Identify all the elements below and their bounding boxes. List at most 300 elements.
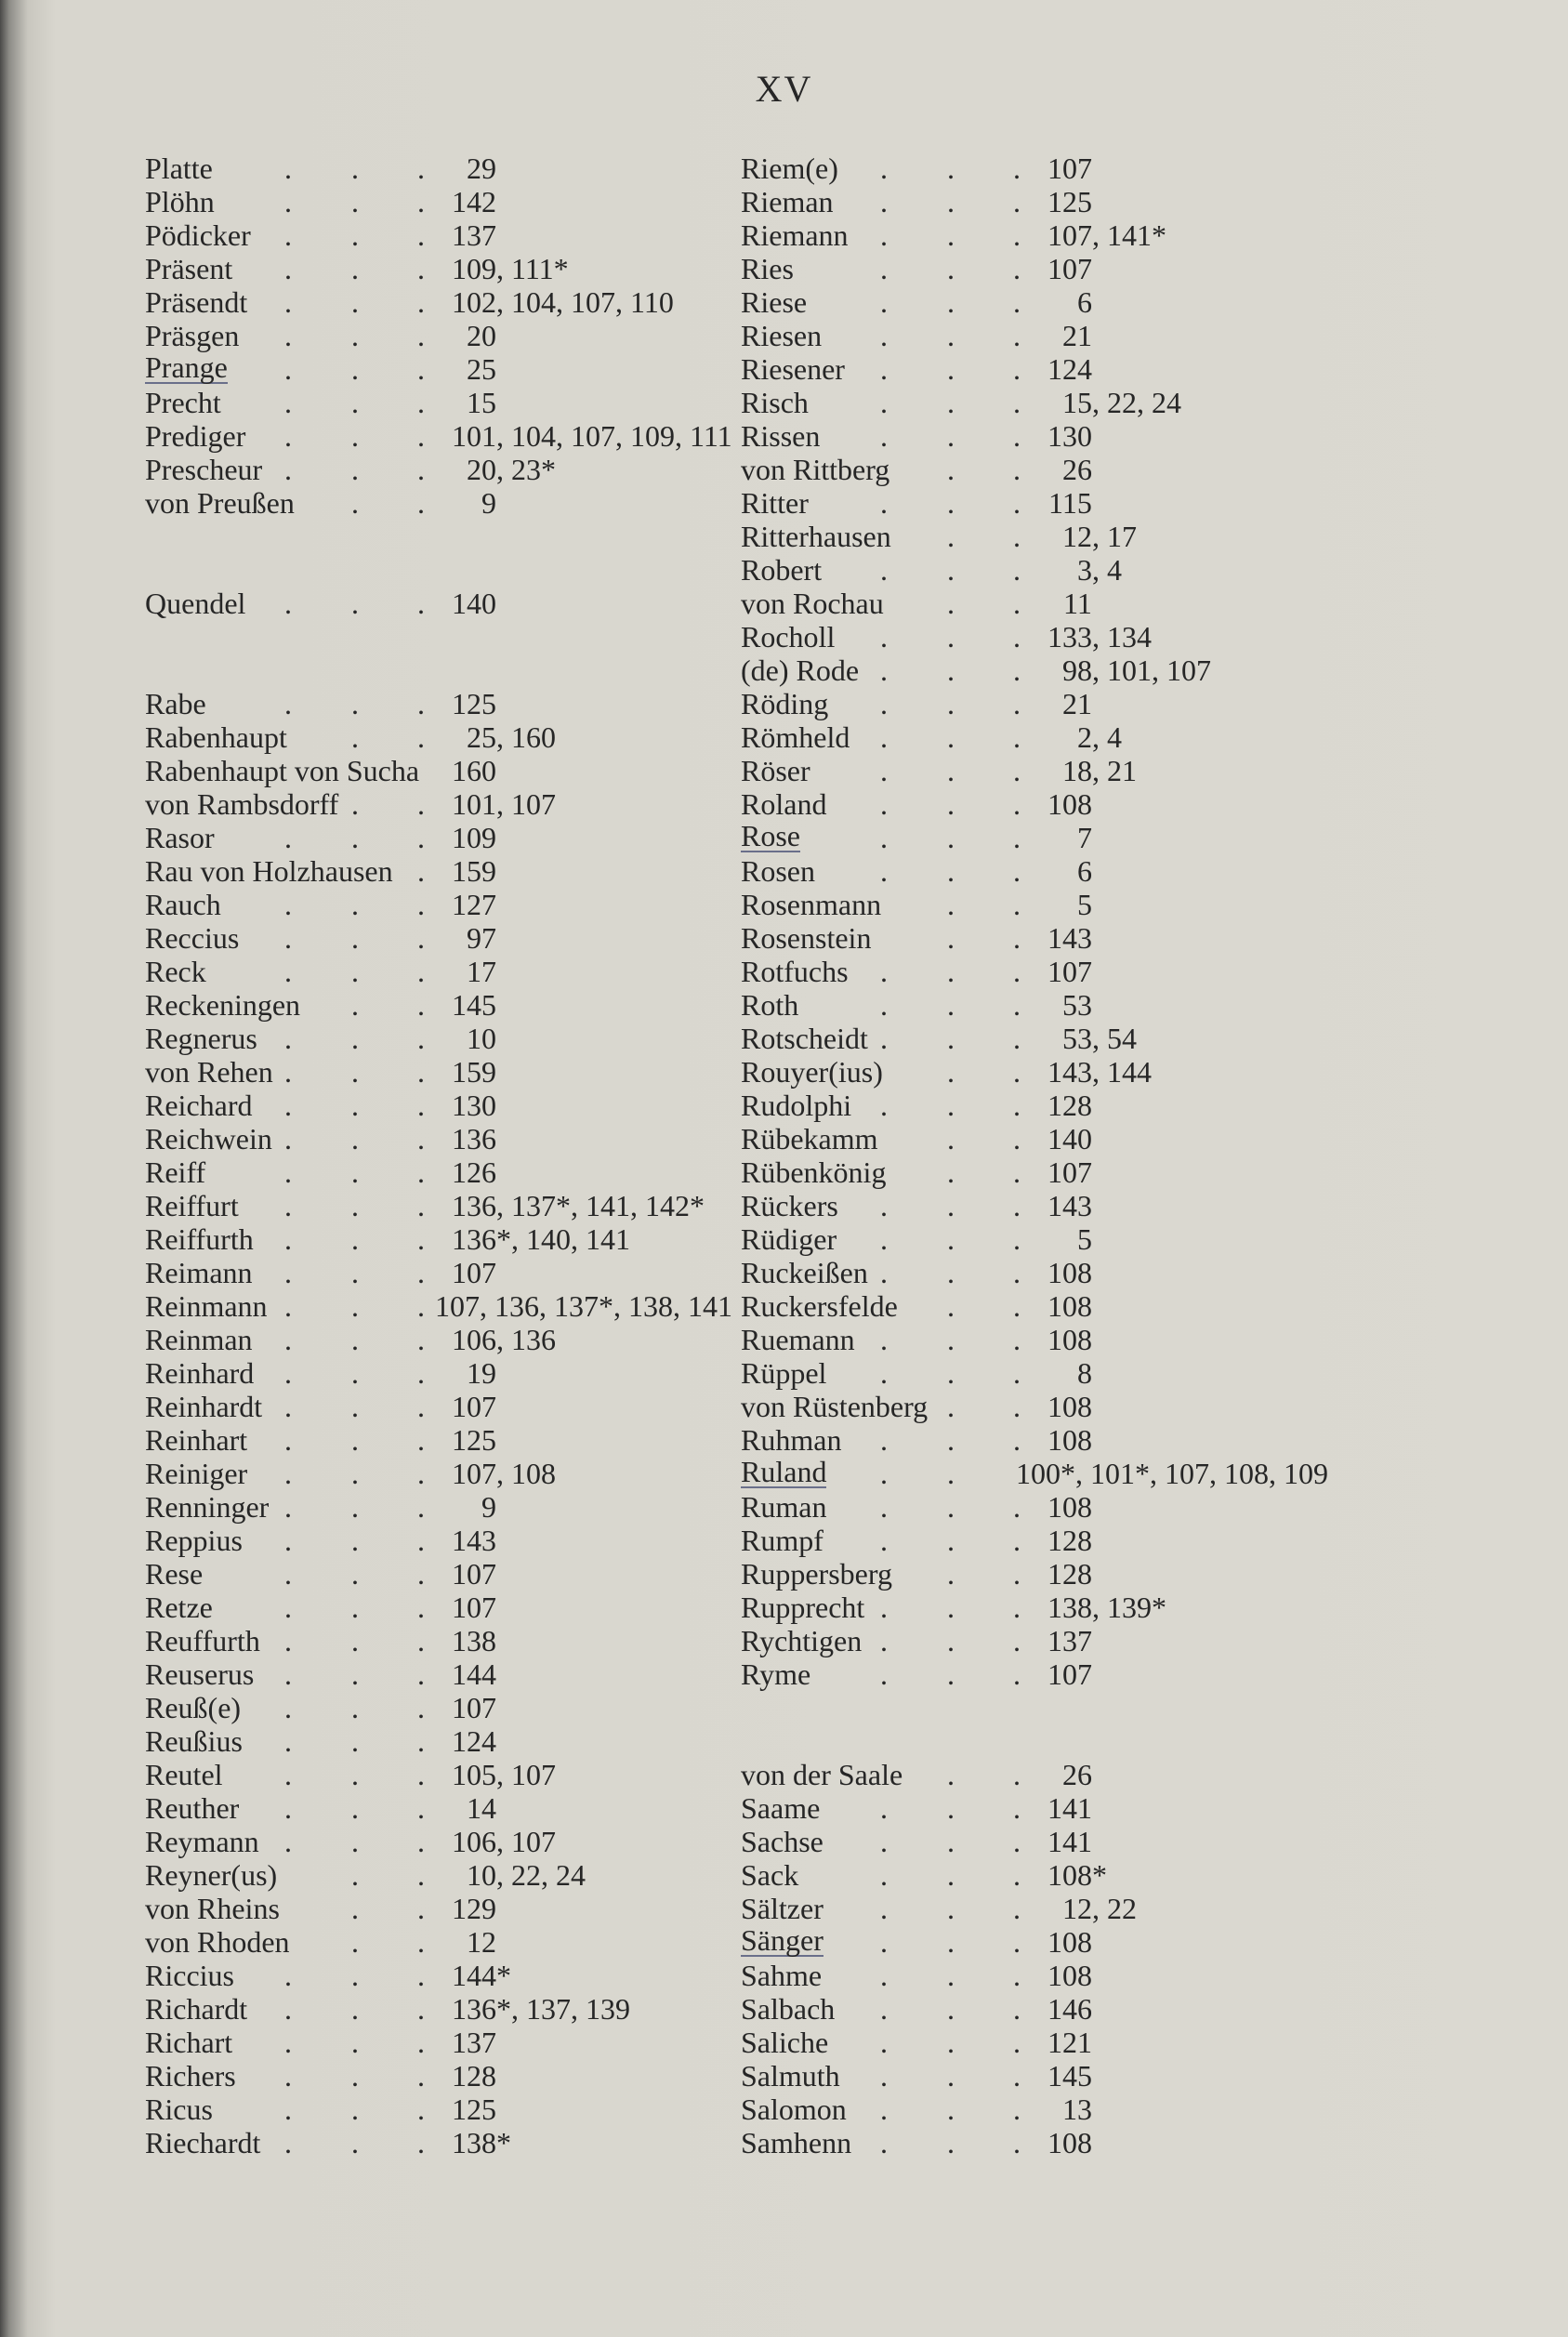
leader-dot: . — [880, 1959, 888, 1992]
index-entry — [145, 1791, 740, 1825]
entry-pages: 130 — [452, 1089, 496, 1122]
page-number: XV — [755, 68, 813, 110]
entry-name: Rychtigen — [741, 1624, 863, 1657]
leader-dot: . — [417, 921, 425, 955]
entry-name: Rupprecht — [741, 1591, 865, 1624]
index-entry — [145, 185, 740, 218]
leader-dot: . — [947, 1457, 955, 1490]
leader-dot: . — [947, 1591, 955, 1624]
leader-dot: . — [947, 352, 955, 386]
entry-name: Rotfuchs — [741, 955, 849, 988]
entry-name: Rasor — [145, 821, 215, 854]
index-entry — [145, 1657, 740, 1691]
leader-dot: . — [284, 1055, 292, 1089]
leader-dot: . — [947, 720, 955, 754]
leader-dot: . — [1013, 2059, 1021, 2093]
leader-dot: . — [351, 1122, 359, 1155]
entry-pages: 109, 111* — [452, 252, 569, 285]
leader-dot: . — [284, 1791, 292, 1825]
leader-dot: . — [1013, 787, 1021, 821]
entry-name: Rosenmann — [741, 888, 882, 921]
leader-dot: . — [880, 1222, 888, 1256]
leader-dot: . — [351, 1089, 359, 1122]
entry-name: Prescheur — [145, 453, 263, 486]
entry-pages: 107 — [1048, 1155, 1092, 1189]
leader-dot: . — [417, 1591, 425, 1624]
index-entry — [145, 1624, 740, 1657]
entry-name: Römheld — [741, 720, 850, 754]
entry-name: Reinhardt — [145, 1390, 263, 1423]
index-entry — [741, 1959, 1336, 1992]
leader-dot: . — [351, 1925, 359, 1959]
entry-name: von Rheins — [145, 1892, 280, 1925]
entry-name: Rabe — [145, 687, 206, 720]
entry-pages: 108 — [1048, 1423, 1092, 1457]
index-entry — [145, 1122, 740, 1155]
entry-name: von Rambsdorff — [145, 787, 339, 821]
entry-name: Riechardt — [145, 2126, 261, 2159]
entry-pages: 14 — [467, 1791, 496, 1825]
leader-dot: . — [417, 2059, 425, 2093]
leader-dot: . — [1013, 1022, 1021, 1055]
leader-dot: . — [351, 1557, 359, 1591]
entry-name: Rieman — [741, 185, 834, 218]
leader-dot: . — [947, 2059, 955, 2093]
leader-dot: . — [417, 218, 425, 252]
leader-dot: . — [880, 1423, 888, 1457]
leader-dot: . — [880, 787, 888, 821]
index-entry — [145, 1892, 740, 1925]
leader-dot: . — [351, 1356, 359, 1390]
entry-name: von Rittberg — [741, 453, 890, 486]
entry-pages: 145 — [1048, 2059, 1092, 2093]
leader-dot: . — [880, 386, 888, 419]
leader-dot: . — [1013, 1825, 1021, 1858]
leader-dot: . — [880, 1858, 888, 1892]
entry-pages: 127 — [452, 888, 496, 921]
entry-name: Salomon — [741, 2093, 847, 2126]
leader-dot: . — [1013, 687, 1021, 720]
leader-dot: . — [1013, 285, 1021, 319]
leader-dot: . — [417, 1624, 425, 1657]
entry-pages: 136*, 140, 141 — [452, 1222, 630, 1256]
entry-pages: 106, 107 — [452, 1825, 556, 1858]
leader-dot: . — [880, 152, 888, 185]
entry-name: Retze — [145, 1591, 213, 1624]
entry-name: Reppius — [145, 1524, 243, 1557]
leader-dot: . — [1013, 319, 1021, 352]
entry-pages: 10, 22, 24 — [467, 1858, 586, 1892]
leader-dot: . — [351, 888, 359, 921]
leader-dot: . — [947, 587, 955, 620]
entry-name: Riccius — [145, 1959, 234, 1992]
entry-name: Reckeningen — [145, 988, 301, 1022]
leader-dot: . — [284, 319, 292, 352]
leader-dot: . — [947, 1390, 955, 1423]
entry-name: Sältzer — [741, 1892, 824, 1925]
leader-dot: . — [284, 1222, 292, 1256]
entry-pages: 138* — [452, 2126, 511, 2159]
leader-dot: . — [284, 1423, 292, 1457]
leader-dot: . — [947, 152, 955, 185]
entry-pages: 136*, 137, 139 — [452, 1992, 630, 2026]
entry-pages: 107 — [1048, 1657, 1092, 1691]
index-entry — [741, 1992, 1336, 2026]
entry-name: Ruckeißen — [741, 1256, 868, 1289]
entry-name: Rübekamm — [741, 1122, 878, 1155]
leader-dot: . — [417, 319, 425, 352]
index-entry — [145, 1992, 740, 2026]
leader-dot: . — [284, 921, 292, 955]
leader-dot: . — [880, 754, 888, 787]
leader-dot: . — [284, 1390, 292, 1423]
leader-dot: . — [947, 1992, 955, 2026]
index-column-right — [741, 152, 1336, 2159]
index-section-p — [145, 152, 740, 520]
index-entry — [145, 1089, 740, 1122]
entry-name: Ruland — [741, 1455, 827, 1488]
entry-pages: 128 — [452, 2059, 496, 2093]
entry-pages: 140 — [1048, 1122, 1092, 1155]
index-entry — [145, 587, 740, 620]
entry-name: Renninger — [145, 1490, 270, 1524]
leader-dot: . — [1013, 1892, 1021, 1925]
entry-name: Rosenstein — [741, 921, 872, 955]
index-entry — [145, 1457, 740, 1490]
leader-dot: . — [947, 988, 955, 1022]
index-entry — [741, 821, 1336, 854]
index-entry — [741, 955, 1336, 988]
leader-dot: . — [284, 1557, 292, 1591]
entry-name: Präsgen — [145, 319, 240, 352]
leader-dot: . — [417, 1457, 425, 1490]
entry-name: Rissen — [741, 419, 821, 453]
leader-dot: . — [351, 988, 359, 1022]
entry-pages: 108 — [1048, 1289, 1092, 1323]
index-entry — [741, 285, 1336, 319]
entry-pages: 29 — [467, 152, 496, 185]
leader-dot: . — [284, 1289, 292, 1323]
leader-dot: . — [417, 1089, 425, 1122]
leader-dot: . — [947, 687, 955, 720]
leader-dot: . — [284, 1524, 292, 1557]
entry-pages: 18, 21 — [1062, 754, 1137, 787]
entry-pages: 115 — [1048, 486, 1092, 520]
entry-name: Röser — [741, 754, 810, 787]
leader-dot: . — [417, 1289, 425, 1323]
entry-pages: 2, 4 — [1077, 720, 1122, 754]
entry-name: Reußius — [145, 1724, 243, 1758]
index-entry — [741, 587, 1336, 620]
entry-name: Ries — [741, 252, 794, 285]
leader-dot: . — [1013, 888, 1021, 921]
entry-pages: 107 — [1048, 152, 1092, 185]
entry-name: Platte — [145, 152, 213, 185]
entry-name: Sachse — [741, 1825, 824, 1858]
index-entry — [741, 2059, 1336, 2093]
entry-name: Reiffurt — [145, 1189, 239, 1222]
entry-pages: 107, 108 — [452, 1457, 556, 1490]
leader-dot: . — [1013, 1791, 1021, 1825]
index-entry — [145, 2026, 740, 2059]
leader-dot: . — [417, 1724, 425, 1758]
entry-pages: 97 — [467, 921, 496, 955]
index-entry — [145, 218, 740, 252]
leader-dot: . — [351, 2126, 359, 2159]
index-entry — [145, 1222, 740, 1256]
leader-dot: . — [284, 1022, 292, 1055]
leader-dot: . — [947, 218, 955, 252]
leader-dot: . — [284, 1356, 292, 1390]
leader-dot: . — [947, 1022, 955, 1055]
leader-dot: . — [947, 955, 955, 988]
leader-dot: . — [947, 888, 955, 921]
leader-dot: . — [417, 1390, 425, 1423]
leader-dot: . — [947, 787, 955, 821]
entry-name: Reiniger — [145, 1457, 248, 1490]
entry-name: Rüdiger — [741, 1222, 837, 1256]
leader-dot: . — [351, 486, 359, 520]
entry-pages: 108* — [1048, 1858, 1107, 1892]
entry-pages: 144* — [452, 1959, 511, 1992]
entry-name: Riem(e) — [741, 152, 838, 185]
entry-pages: 12 — [467, 1925, 496, 1959]
leader-dot: . — [1013, 1089, 1021, 1122]
entry-pages: 143 — [1048, 921, 1092, 955]
entry-name: Sänger — [741, 1923, 824, 1957]
entry-name: Prange — [145, 350, 228, 384]
entry-pages: 143, 144 — [1048, 1055, 1152, 1089]
entry-pages: 138, 139* — [1048, 1591, 1166, 1624]
leader-dot: . — [1013, 854, 1021, 888]
entry-name: Regnerus — [145, 1022, 257, 1055]
leader-dot: . — [947, 1222, 955, 1256]
leader-dot: . — [284, 1724, 292, 1758]
index-entry — [145, 419, 740, 453]
leader-dot: . — [417, 1423, 425, 1457]
leader-dot: . — [880, 252, 888, 285]
entry-name: Rabenhaupt — [145, 720, 287, 754]
leader-dot: . — [284, 352, 292, 386]
index-entry — [741, 486, 1336, 520]
entry-pages: 12, 17 — [1062, 520, 1137, 553]
leader-dot: . — [1013, 1624, 1021, 1657]
leader-dot: . — [880, 2026, 888, 2059]
index-entry — [741, 1189, 1336, 1222]
leader-dot: . — [1013, 1155, 1021, 1189]
entry-name: von Rhoden — [145, 1925, 290, 1959]
entry-pages: 159 — [452, 1055, 496, 1089]
leader-dot: . — [1013, 1055, 1021, 1089]
index-entry — [741, 1323, 1336, 1356]
index-entry — [145, 1825, 740, 1858]
leader-dot: . — [947, 252, 955, 285]
entry-pages: 11 — [1063, 587, 1092, 620]
leader-dot: . — [351, 1892, 359, 1925]
index-entry — [145, 252, 740, 285]
entry-name: Reinhart — [145, 1423, 248, 1457]
entry-name: Reinman — [145, 1323, 253, 1356]
leader-dot: . — [1013, 386, 1021, 419]
leader-dot: . — [284, 1122, 292, 1155]
leader-dot: . — [284, 419, 292, 453]
leader-dot: . — [417, 888, 425, 921]
leader-dot: . — [880, 1490, 888, 1524]
entry-name: Rotscheidt — [741, 1022, 868, 1055]
leader-dot: . — [351, 1791, 359, 1825]
leader-dot: . — [1013, 1390, 1021, 1423]
leader-dot: . — [947, 386, 955, 419]
leader-dot: . — [880, 1892, 888, 1925]
entry-name: Samhenn — [741, 2126, 852, 2159]
leader-dot: . — [1013, 988, 1021, 1022]
entry-name: Reuffurth — [145, 1624, 260, 1657]
leader-dot: . — [417, 1222, 425, 1256]
leader-dot: . — [417, 1524, 425, 1557]
entry-name: Reimann — [145, 1256, 253, 1289]
leader-dot: . — [1013, 1323, 1021, 1356]
leader-dot: . — [351, 1524, 359, 1557]
index-entry — [741, 1022, 1336, 1055]
leader-dot: . — [417, 1122, 425, 1155]
leader-dot: . — [947, 1289, 955, 1323]
leader-dot: . — [417, 2093, 425, 2126]
leader-dot: . — [1013, 352, 1021, 386]
entry-name: Salbach — [741, 1992, 836, 2026]
leader-dot: . — [1013, 620, 1021, 654]
leader-dot: . — [417, 386, 425, 419]
entry-name: Präsent — [145, 252, 233, 285]
index-entry — [145, 1758, 740, 1791]
leader-dot: . — [880, 319, 888, 352]
leader-dot: . — [417, 352, 425, 386]
leader-dot: . — [947, 1122, 955, 1155]
index-entry — [145, 720, 740, 754]
entry-name: Rübenkönig — [741, 1155, 887, 1189]
leader-dot: . — [947, 1256, 955, 1289]
entry-pages: 143 — [452, 1524, 496, 1557]
entry-pages: 141 — [1048, 1791, 1092, 1825]
index-section-r — [741, 152, 1336, 1691]
index-entry — [145, 1189, 740, 1222]
entry-name: Reccius — [145, 921, 240, 955]
leader-dot: . — [947, 1892, 955, 1925]
entry-pages: 8 — [1077, 1356, 1092, 1390]
leader-dot: . — [947, 1758, 955, 1791]
entry-name: Plöhn — [145, 185, 215, 218]
index-entry — [741, 386, 1336, 419]
leader-dot: . — [880, 1323, 888, 1356]
leader-dot: . — [880, 654, 888, 687]
index-column-left — [145, 152, 740, 2159]
leader-dot: . — [880, 620, 888, 654]
leader-dot: . — [284, 1256, 292, 1289]
leader-dot: . — [947, 1055, 955, 1089]
leader-dot: . — [351, 1457, 359, 1490]
index-entry — [741, 1858, 1336, 1892]
entry-pages: 128 — [1048, 1524, 1092, 1557]
leader-dot: . — [880, 1189, 888, 1222]
leader-dot: . — [417, 988, 425, 1022]
entry-pages: 9 — [481, 486, 496, 520]
leader-dot: . — [947, 854, 955, 888]
leader-dot: . — [880, 285, 888, 319]
entry-pages: 98, 101, 107 — [1062, 654, 1211, 687]
index-entry — [145, 687, 740, 720]
leader-dot: . — [351, 1289, 359, 1323]
leader-dot: . — [351, 1423, 359, 1457]
entry-pages: 10 — [467, 1022, 496, 1055]
entry-name: Salmuth — [741, 2059, 840, 2093]
index-entry — [741, 1055, 1336, 1089]
index-entry — [145, 955, 740, 988]
leader-dot: . — [947, 2093, 955, 2126]
entry-pages: 140 — [452, 587, 496, 620]
index-entry — [145, 1591, 740, 1624]
leader-dot: . — [1013, 1925, 1021, 1959]
entry-pages: 109 — [452, 821, 496, 854]
leader-dot: . — [1013, 1657, 1021, 1691]
entry-name: Reuther — [145, 1791, 240, 1825]
index-entry — [145, 787, 740, 821]
index-entry — [145, 888, 740, 921]
leader-dot: . — [284, 821, 292, 854]
entry-pages: 6 — [1077, 285, 1092, 319]
index-entry — [741, 2093, 1336, 2126]
leader-dot: . — [880, 2126, 888, 2159]
leader-dot: . — [284, 888, 292, 921]
entry-name: Rouyer(ius) — [741, 1055, 883, 1089]
leader-dot: . — [417, 1959, 425, 1992]
index-entry — [145, 1925, 740, 1959]
leader-dot: . — [351, 1591, 359, 1624]
entry-name: von der Saale — [741, 1758, 903, 1791]
index-entry — [145, 754, 740, 787]
entry-name: Richers — [145, 2059, 236, 2093]
entry-name: Ryme — [741, 1657, 811, 1691]
leader-dot: . — [1013, 1524, 1021, 1557]
index-entry — [145, 821, 740, 854]
leader-dot: . — [1013, 955, 1021, 988]
leader-dot: . — [417, 1022, 425, 1055]
entry-pages: 108 — [1048, 2126, 1092, 2159]
entry-pages: 26 — [1062, 453, 1092, 486]
leader-dot: . — [947, 1858, 955, 1892]
leader-dot: . — [947, 1825, 955, 1858]
entry-name: Reck — [145, 955, 206, 988]
leader-dot: . — [351, 319, 359, 352]
entry-name: Rosen — [741, 854, 815, 888]
entry-pages: 126 — [452, 1155, 496, 1189]
leader-dot: . — [284, 218, 292, 252]
leader-dot: . — [880, 352, 888, 386]
entry-pages: 124 — [452, 1724, 496, 1758]
index-entry — [145, 1022, 740, 1055]
entry-name: Quendel — [145, 587, 246, 620]
index-entry — [741, 1390, 1336, 1423]
entry-pages: 129 — [452, 1892, 496, 1925]
leader-dot: . — [947, 2126, 955, 2159]
entry-name: Reinhard — [145, 1356, 255, 1390]
index-entry — [145, 1557, 740, 1591]
leader-dot: . — [1013, 2093, 1021, 2126]
leader-dot: . — [947, 654, 955, 687]
entry-name: Ricus — [145, 2093, 213, 2126]
leader-dot: . — [284, 1758, 292, 1791]
leader-dot: . — [351, 185, 359, 218]
entry-pages: 53, 54 — [1062, 1022, 1137, 1055]
entry-pages: 25 — [467, 352, 496, 386]
